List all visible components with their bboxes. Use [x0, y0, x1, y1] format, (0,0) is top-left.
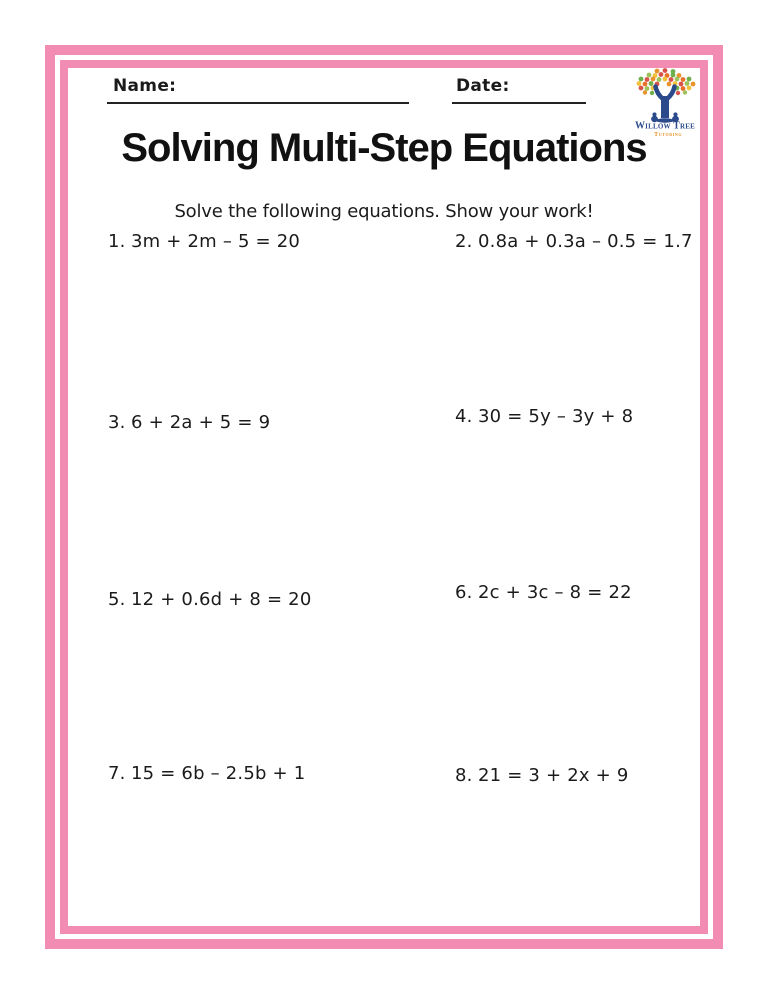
problem-equation: 3m + 2m – 5 = 20 — [131, 231, 301, 252]
problem-number: 7. — [108, 763, 126, 784]
problem-equation: 12 + 0.6d + 8 = 20 — [131, 589, 312, 610]
problem-number: 2. — [455, 231, 473, 252]
problem-equation: 6 + 2a + 5 = 9 — [131, 412, 271, 433]
problem-equation: 30 = 5y – 3y + 8 — [478, 406, 634, 427]
date-label: Date: — [456, 76, 510, 96]
problem-equation: 2c + 3c – 8 = 22 — [478, 582, 632, 603]
problem-number: 3. — [108, 412, 126, 433]
problem-2 — [455, 231, 693, 252]
problem-number: 4. — [455, 406, 473, 427]
problem-3 — [108, 412, 270, 433]
problem-6 — [455, 582, 632, 603]
problem-1 — [108, 231, 300, 252]
logo-subtitle-text: Tutoring — [653, 131, 683, 138]
date-blank-line — [452, 102, 586, 104]
problem-7 — [108, 763, 305, 784]
problem-number: 1. — [108, 231, 126, 252]
problem-4 — [455, 406, 633, 427]
worksheet-content — [68, 68, 700, 926]
tree-trunk-figure-icon — [651, 87, 679, 123]
page-title: Solving Multi-Step Equations — [121, 126, 647, 170]
logo-name-text: Willow Tree — [634, 120, 696, 132]
problem-equation: 0.8a + 0.3a – 0.5 = 1.7 — [478, 231, 693, 252]
problem-number: 8. — [455, 765, 473, 786]
problem-number: 5. — [108, 589, 126, 610]
tree-canopy-icon — [637, 68, 696, 95]
problem-equation: 21 = 3 + 2x + 9 — [478, 765, 629, 786]
problem-5 — [108, 589, 312, 610]
problem-8 — [455, 765, 629, 786]
instructions-text: Solve the following equations. Show your work! — [174, 201, 594, 222]
name-blank-line — [107, 102, 409, 104]
problem-number: 6. — [455, 582, 473, 603]
problem-equation: 15 = 6b – 2.5b + 1 — [131, 763, 306, 784]
name-label: Name: — [113, 76, 177, 96]
